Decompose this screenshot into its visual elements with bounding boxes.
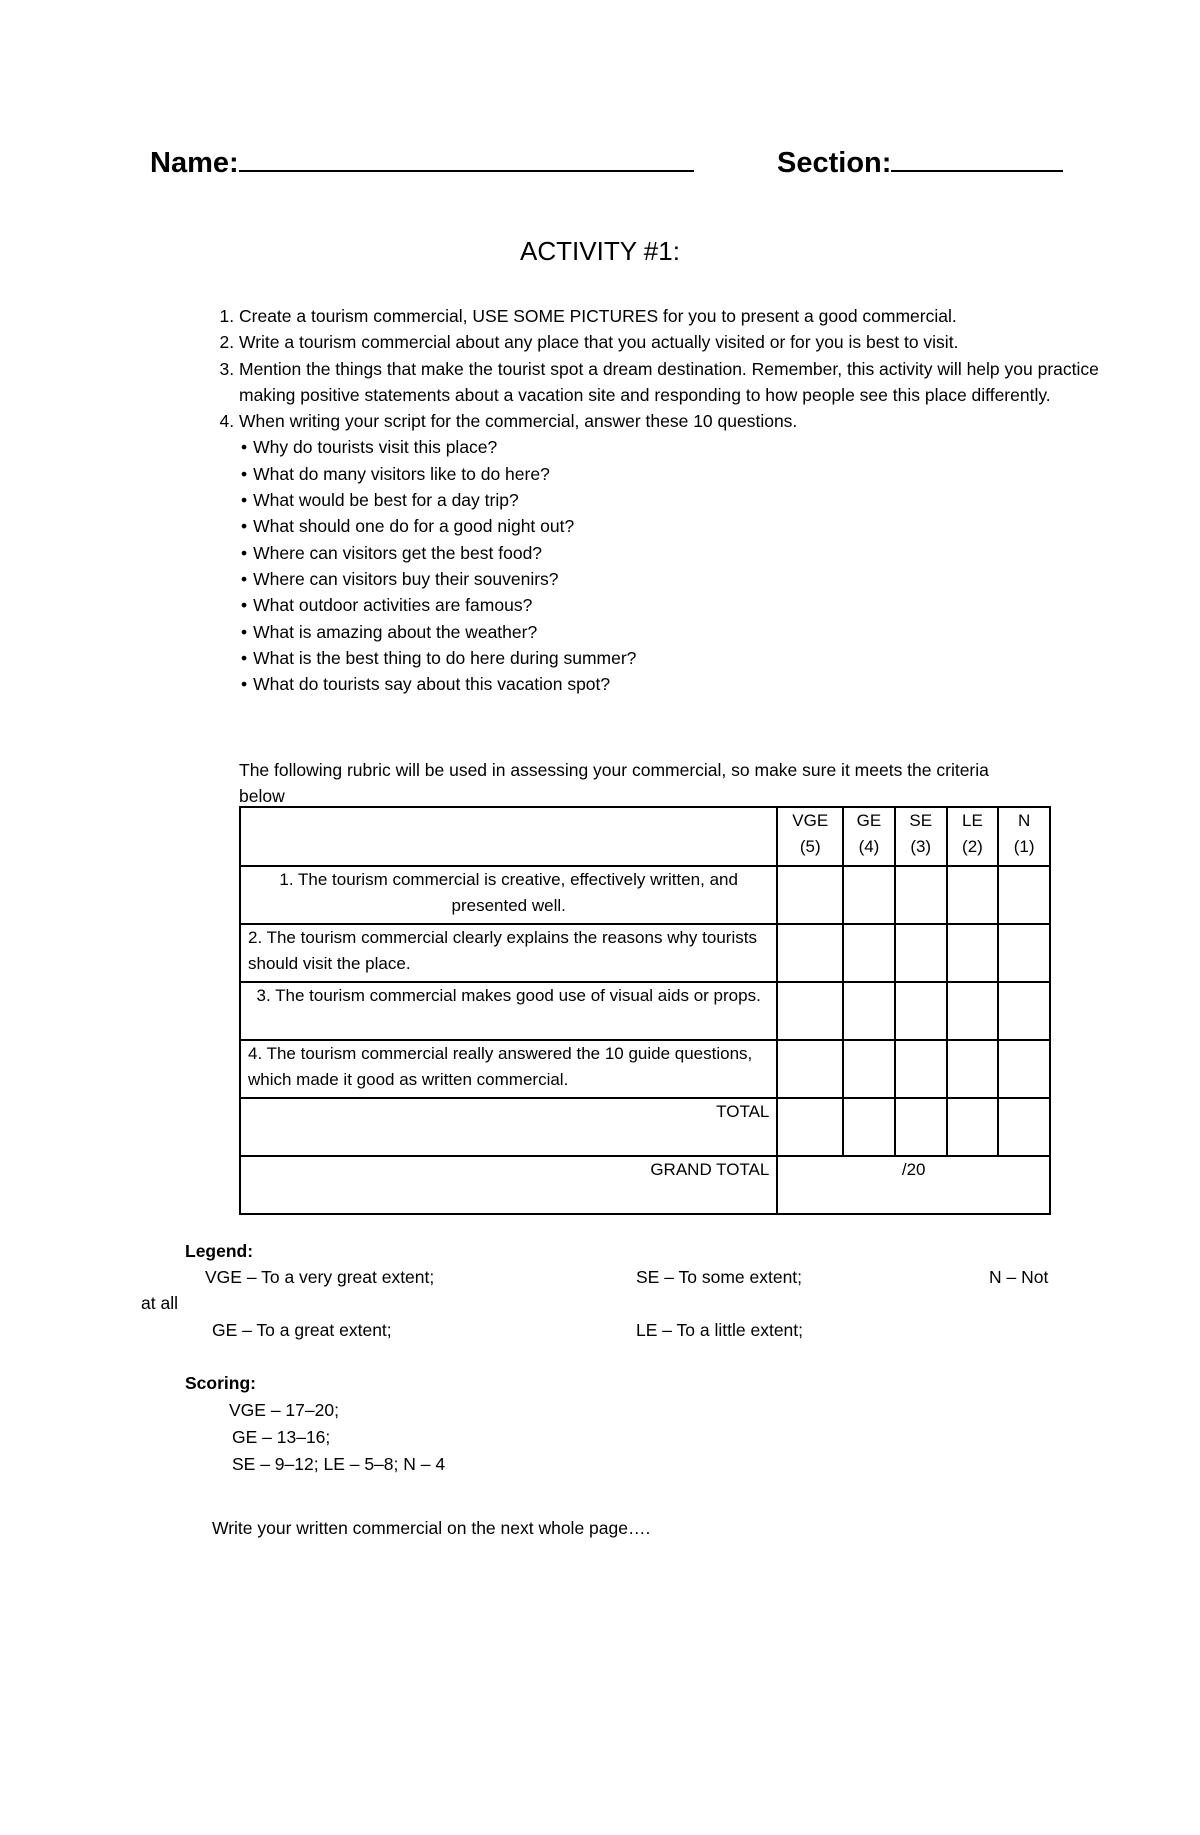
score-cell[interactable] [947, 1040, 999, 1098]
score-cell[interactable] [947, 982, 999, 1040]
scoring-line: GE – 13–16; [232, 1427, 331, 1447]
column-header-ge: GE (4) [843, 807, 895, 866]
column-header-le: LE (2) [947, 807, 999, 866]
score-cell[interactable] [998, 924, 1050, 982]
name-blank-line[interactable] [239, 146, 694, 172]
score-cell[interactable] [777, 866, 843, 924]
footer-note: Write your written commercial on the next whole page…. [212, 1518, 651, 1538]
guide-question: • What do tourists say about this vacation spot? [241, 671, 1119, 697]
grand-total-label: GRAND TOTAL [240, 1156, 777, 1214]
guide-question: • Why do tourists visit this place? [241, 434, 1119, 460]
criterion-text: 2. The tourism commercial clearly explains the reasons why tourists should visit the place. [240, 924, 777, 982]
scoring-line: SE – 9–12; LE – 5–8; N – 4 [232, 1454, 446, 1474]
score-cell[interactable] [843, 924, 895, 982]
instruction-item: 3. Mention the things that make the tourist spot a dream destination. Remember, this activity will help you practice making positive statements about a vacation site and responding to how people see this place differently. [239, 356, 1119, 409]
score-cell[interactable] [895, 866, 947, 924]
legend-heading: Legend: [185, 1241, 254, 1261]
total-row [240, 1098, 1050, 1156]
rubric-row [240, 866, 1050, 924]
rubric-row [240, 1040, 1050, 1098]
score-cell[interactable] [843, 982, 895, 1040]
legend-vge: VGE – To a very great extent; [205, 1267, 435, 1287]
column-header-se: SE (3) [895, 807, 947, 866]
guide-question: • Where can visitors buy their souvenirs? [241, 566, 1119, 592]
total-label: TOTAL [240, 1098, 777, 1156]
grand-total-row [240, 1156, 1050, 1214]
guide-question: • What would be best for a day trip? [241, 487, 1119, 513]
guide-question-list [239, 434, 1119, 697]
guide-question: • What is the best thing to do here during summer? [241, 645, 1119, 671]
scoring-heading: Scoring: [185, 1373, 256, 1393]
guide-question: • Where can visitors get the best food? [241, 540, 1119, 566]
instruction-item: 1. Create a tourism commercial, USE SOME PICTURES for you to present a good commercial. [239, 303, 1119, 329]
name-field [150, 146, 694, 180]
guide-question: • What outdoor activities are famous? [241, 592, 1119, 618]
score-cell[interactable] [777, 1040, 843, 1098]
score-cell[interactable] [998, 866, 1050, 924]
rubric-header-row [240, 807, 1050, 866]
activity-title: ACTIVITY #1: [520, 236, 680, 266]
instruction-item: 2. Write a tourism commercial about any place that you actually visited or for you is best to visit. [239, 329, 1119, 355]
grand-total-value[interactable]: /20 [777, 1156, 1050, 1214]
total-cell[interactable] [777, 1098, 843, 1156]
instruction-item-text: When writing your script for the commercial, answer these 10 questions. [239, 411, 798, 432]
guide-question: • What is amazing about the weather? [241, 619, 1119, 645]
score-cell[interactable] [895, 1040, 947, 1098]
column-header-n: N (1) [998, 807, 1050, 866]
rubric-header-blank [240, 807, 777, 866]
criterion-text: 3. The tourism commercial makes good use of visual aids or props. [240, 982, 777, 1040]
score-cell[interactable] [777, 924, 843, 982]
score-cell[interactable] [998, 982, 1050, 1040]
score-cell[interactable] [947, 924, 999, 982]
score-cell[interactable] [777, 982, 843, 1040]
score-cell[interactable] [895, 924, 947, 982]
total-cell[interactable] [895, 1098, 947, 1156]
score-cell[interactable] [843, 866, 895, 924]
rubric-table [239, 806, 1051, 1215]
legend-n-continued: at all [141, 1293, 178, 1313]
rubric-row [240, 982, 1050, 1040]
section-blank-line[interactable] [891, 146, 1063, 172]
total-cell[interactable] [998, 1098, 1050, 1156]
name-label: Name: [150, 147, 239, 179]
rubric-intro: The following rubric will be used in assessing your commercial, so make sure it meets the criteria below [239, 760, 989, 807]
section-label: Section: [777, 147, 892, 179]
score-cell[interactable] [895, 982, 947, 1040]
legend-ge: GE – To a great extent; [212, 1320, 392, 1340]
total-cell[interactable] [947, 1098, 999, 1156]
criterion-text: 4. The tourism commercial really answered the 10 guide questions, which made it good as written commercial. [240, 1040, 777, 1098]
guide-question: • What do many visitors like to do here? [241, 461, 1119, 487]
instruction-item [239, 408, 1119, 697]
criterion-text: 1. The tourism commercial is creative, effectively written, and presented well. [240, 866, 777, 924]
legend-le: LE – To a little extent; [636, 1320, 804, 1340]
score-cell[interactable] [843, 1040, 895, 1098]
rubric-row [240, 924, 1050, 982]
score-cell[interactable] [998, 1040, 1050, 1098]
scoring-line: VGE – 17–20; [229, 1400, 339, 1420]
section-field [777, 146, 1063, 180]
instruction-list [194, 303, 1119, 697]
total-cell[interactable] [843, 1098, 895, 1156]
legend-n: N – Not [989, 1267, 1049, 1287]
guide-question: • What should one do for a good night out? [241, 513, 1119, 539]
score-cell[interactable] [947, 866, 999, 924]
column-header-vge: VGE (5) [777, 807, 843, 866]
legend-se: SE – To some extent; [636, 1267, 803, 1287]
